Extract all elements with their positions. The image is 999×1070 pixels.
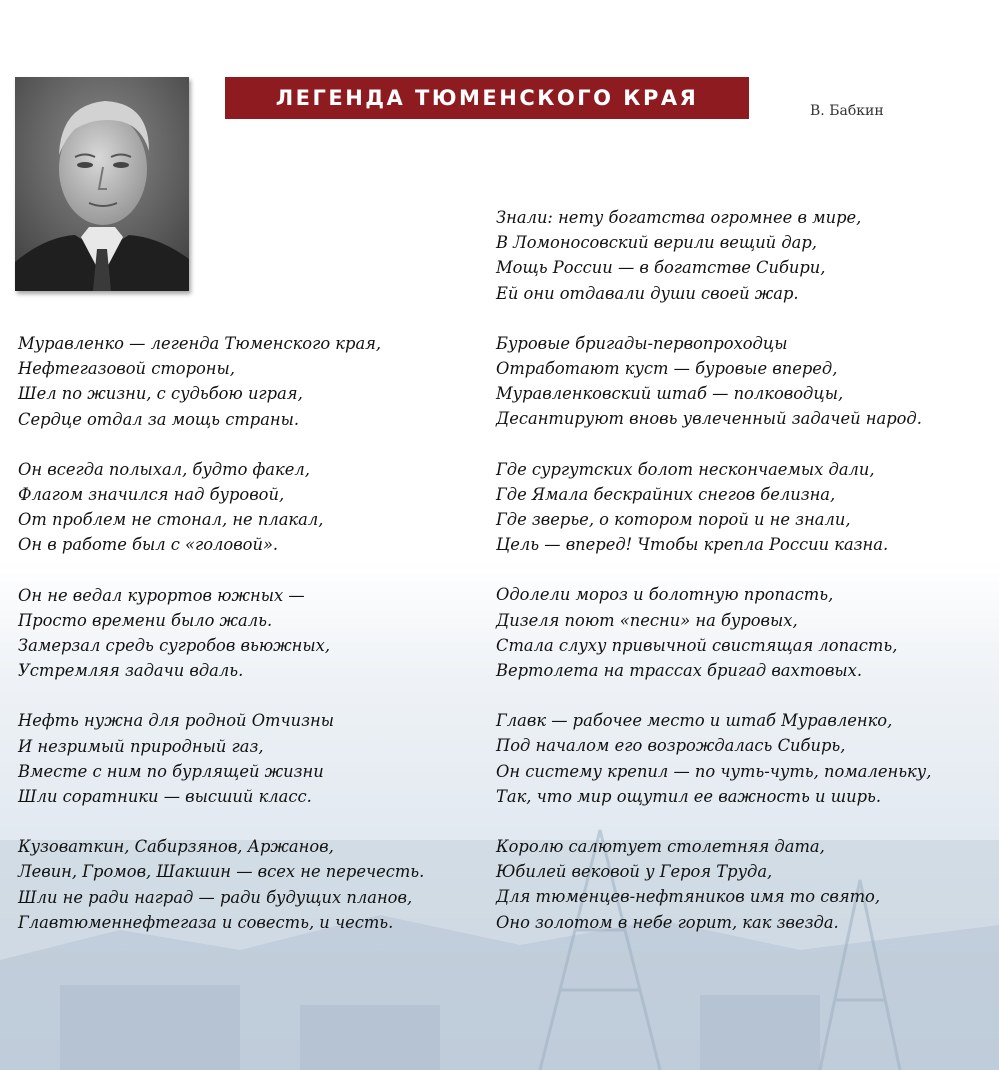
poem-line: Он систему крепил — по чуть-чуть, помаленьку, bbox=[496, 761, 932, 781]
poem-line: От проблем не стонал, не плакал, bbox=[18, 510, 324, 530]
stanza bbox=[496, 331, 991, 432]
poem-line: Одолели мороз и болотную пропасть, bbox=[496, 585, 834, 605]
poem-line: Юбилей вековой у Героя Труда, bbox=[496, 862, 773, 882]
stanza bbox=[18, 457, 478, 558]
poem-line: Где сургутских болот нескончаемых дали, bbox=[496, 459, 875, 479]
poem-line: Для тюменцев-нефтяников имя то свято, bbox=[496, 887, 881, 907]
poem-line: Королю салютует столетняя дата, bbox=[496, 837, 825, 857]
poem-left-column bbox=[18, 331, 478, 960]
stanza bbox=[18, 331, 478, 432]
poem-line: Стала слуху привычной свистящая лопасть, bbox=[496, 635, 898, 655]
poem-line: Он всегда полыхал, будто факел, bbox=[18, 459, 310, 479]
poem-line: Так, что мир ощутил ее важность и ширь. bbox=[496, 786, 882, 806]
poem-line: Под началом его возрождалась Сибирь, bbox=[496, 736, 846, 756]
stanza bbox=[496, 582, 991, 683]
poem-line: Буровые бригады-первопроходцы bbox=[496, 333, 788, 353]
poem-line: Шли соратники — высший класс. bbox=[18, 787, 312, 807]
poem-line: Оно золотом в небе горит, как звезда. bbox=[496, 912, 839, 932]
poem-line: В Ломоносовский верили вещий дар, bbox=[496, 233, 817, 253]
title-banner bbox=[225, 77, 749, 119]
poem-line: Он в работе был с «головой». bbox=[18, 535, 279, 555]
stanza bbox=[496, 457, 991, 558]
poem-line: Замерзал средь сугробов вьюжных, bbox=[18, 636, 330, 656]
poem-line: Муравленко — легенда Тюменского края, bbox=[18, 334, 382, 353]
poem-line: Десантируют вновь увлеченный задачей народ. bbox=[496, 409, 922, 429]
poem-line: Муравленковский штаб — полководцы, bbox=[496, 384, 844, 404]
stanza bbox=[496, 834, 991, 935]
poem-line: Где зверье, о котором порой и не знали, bbox=[496, 510, 851, 530]
poem-line: Просто времени было жаль. bbox=[18, 610, 273, 630]
stanza bbox=[496, 205, 991, 306]
stanza bbox=[18, 834, 478, 935]
stanza bbox=[18, 708, 478, 809]
poem-line: Где Ямала бескрайних снегов белизна, bbox=[496, 484, 836, 504]
poem-line: Сердце отдал за мощь страны. bbox=[18, 409, 300, 429]
poem-line: Ей они отдавали души своей жар. bbox=[496, 283, 799, 303]
poem-line: Главтюменнефтегаза и совесть, и честь. bbox=[18, 912, 394, 932]
poem-line: Шел по жизни, с судьбою играя, bbox=[18, 384, 303, 404]
author-portrait-photo bbox=[15, 77, 189, 291]
poem-line: Левин, Громов, Шакшин — всех не перечесть. bbox=[18, 862, 425, 882]
stanza bbox=[18, 583, 478, 684]
author-name: В. Бабкин bbox=[810, 103, 884, 119]
poem-line: Цель — вперед! Чтобы крепла России казна. bbox=[496, 535, 889, 555]
poem-line: Главк — рабочее место и штаб Муравленко, bbox=[496, 711, 893, 731]
poem-line: Нефть нужна для родной Отчизны bbox=[18, 711, 334, 731]
poem-line: Знали: нету богатства огромнее в мире, bbox=[496, 208, 862, 227]
poem-line: Шли не ради наград — ради будущих планов, bbox=[18, 887, 413, 907]
poem-line: Дизеля поют «песни» на буровых, bbox=[496, 610, 798, 630]
stanza bbox=[496, 708, 991, 809]
poem-line: И незримый природный газ, bbox=[18, 736, 264, 756]
poem-line: Флагом значился над буровой, bbox=[18, 485, 285, 505]
poem-line: Устремляя задачи вдаль. bbox=[18, 661, 244, 681]
poem-line: Кузоваткин, Сабирзянов, Аржанов, bbox=[18, 837, 334, 857]
poem-line: Нефтегазовой стороны, bbox=[18, 359, 235, 379]
poem-line: Он не ведал курортов южных — bbox=[18, 585, 305, 605]
poem-line: Отработают куст — буровые вперед, bbox=[496, 359, 838, 379]
poem-right-column bbox=[496, 205, 991, 960]
poem-line: Вместе с ним по бурлящей жизни bbox=[18, 761, 324, 781]
poem-line: Мощь России — в богатстве Сибири, bbox=[496, 258, 826, 278]
poem-title: ЛЕГЕНДА ТЮМЕНСКОГО КРАЯ bbox=[275, 86, 699, 110]
poem-line: Вертолета на трассах бригад вахтовых. bbox=[496, 661, 863, 681]
